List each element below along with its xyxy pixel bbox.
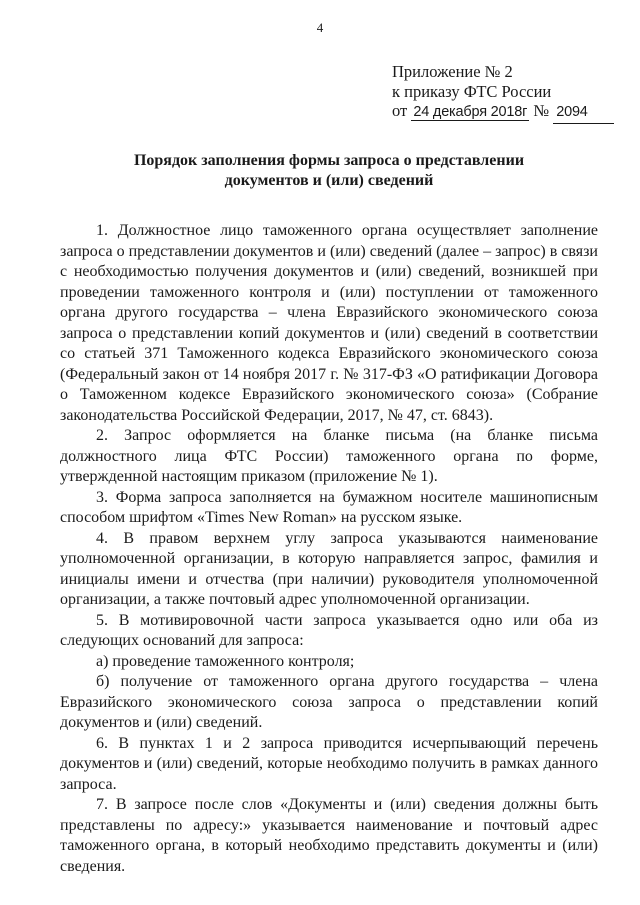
appendix-block <box>392 62 614 124</box>
number-prefix: № <box>533 101 550 120</box>
page-number: 4 <box>316 20 324 35</box>
paragraph-6: 6. В пунктах 1 и 2 запроса приводится исчерпывающий перечень документов и (или) сведений, которые необходимо получить в рамках данного запроса. <box>60 734 598 793</box>
paragraph-4: 4. В правом верхнем углу запроса указываются наименование уполномоченной организации, в которую направляется запрос, фамилия и инициалы имени и отчества (при наличии) руководителя уполномоченной организации, а также почтовый адрес уполномоченной организации. <box>60 529 598 608</box>
order-date: 24 декабря 2018г <box>413 104 528 120</box>
paragraph-5: 5. В мотивировочной части запроса указывается одно или оба из следующих оснований для запроса: <box>60 611 598 649</box>
paragraph-5a: а) проведение таможенного контроля; <box>96 652 355 670</box>
order-number: 2094 <box>553 103 614 124</box>
paragraph-2: 2. Запрос оформляется на бланке письма (на бланке письма должностного лица ФТС России) таможенного органа по форме, утвержденной настоящим приказом (приложение № 1). <box>60 427 598 485</box>
paragraph-7: 7. В запросе после слов «Документы и (или) сведения должны быть представлены по адресу:» указывается наименование и почтовый адрес таможенного органа, в который необходимо представить документы и (или) сведения. <box>60 796 598 875</box>
date-prefix: от <box>392 101 408 120</box>
appendix-title: Приложение № 2 <box>392 62 513 81</box>
document-body <box>60 221 598 877</box>
document-title <box>60 151 598 190</box>
paragraph-1: 1. Должностное лицо таможенного органа осуществляет заполнение запроса о представлении документов и (или) сведений (далее – запрос) в связи с необходимостью получения документов и (или) сведений, возникшей при проведении таможенного контроля и (или) поступлении от таможенного органа другого государства – члена Евразийского экономического союза запроса о представлении копий документов и (или) сведений в соответствии со статьей 371 Таможенного кодекса Евразийского экономического союза (Федеральный закон от 14 ноября 2017 г. № 317-ФЗ «О ратификации Договора о Таможенном кодексе Евразийского экономического союза» (Собрание законодательства Российской Федерации, 2017, № 47, ст. 6843). <box>60 222 598 424</box>
paragraph-3: 3. Форма запроса заполняется на бумажном носителе машинописным способом шрифтом «Times New Roman» на русском языке. <box>60 488 598 526</box>
appendix-order-reference: к приказу ФТС России <box>392 81 552 101</box>
appendix-date-line <box>392 101 614 124</box>
paragraph-5b: б) получение от таможенного органа другого государства – члена Евразийского экономического союза запроса о представлении копий документов и (или) сведений. <box>60 673 598 731</box>
document-title-line-2: документов и (или) сведений <box>224 171 434 189</box>
document-title-line-1: Порядок заполнения формы запроса о представлении <box>133 152 525 169</box>
